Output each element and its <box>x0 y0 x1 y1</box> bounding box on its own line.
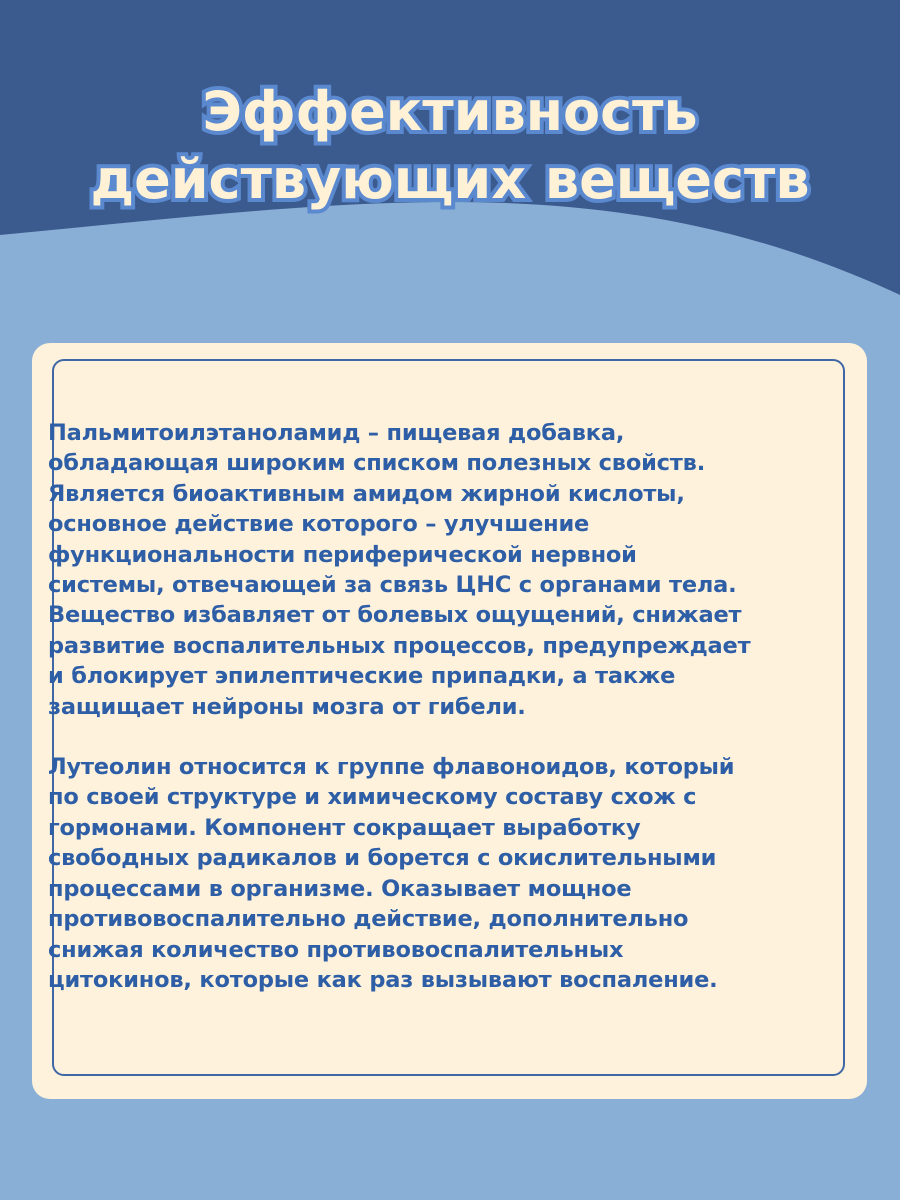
page-title-line-2: действующих веществ <box>90 148 810 211</box>
palmitoylethanolamide-paragraph: Пальмитоилэтаноламид – пищевая добавка, обладающая широким списком полезных свойств. Является биоактивным амидом жирной кислоты, основное действие которого – улучшение функциональности периферической нервной системы, отвечающей за связь ЦНС с органами тела. Вещество избавляет от болевых ощущений, снижает развитие воспалительных процессов, предупреждает и блокирует эпилептические припадки, а также защищает нейроны мозга от гибели. <box>48 420 751 720</box>
luteolin-paragraph: Лутеолин относится к группе флавоноидов, который по своей структуре и химическому составу схож с гормонами. Компонент сокращает выработку свободных радикалов и борется с окислительными процессами в организме. Оказывает мощное противовоспалительно действие, дополнительно снижая количество противовоспалительных цитокинов, которые как раз вызывают воспаление. <box>48 754 735 993</box>
card-text <box>48 418 818 995</box>
page-title <box>0 78 900 214</box>
page-title-line-1: Эффективность <box>202 80 698 143</box>
